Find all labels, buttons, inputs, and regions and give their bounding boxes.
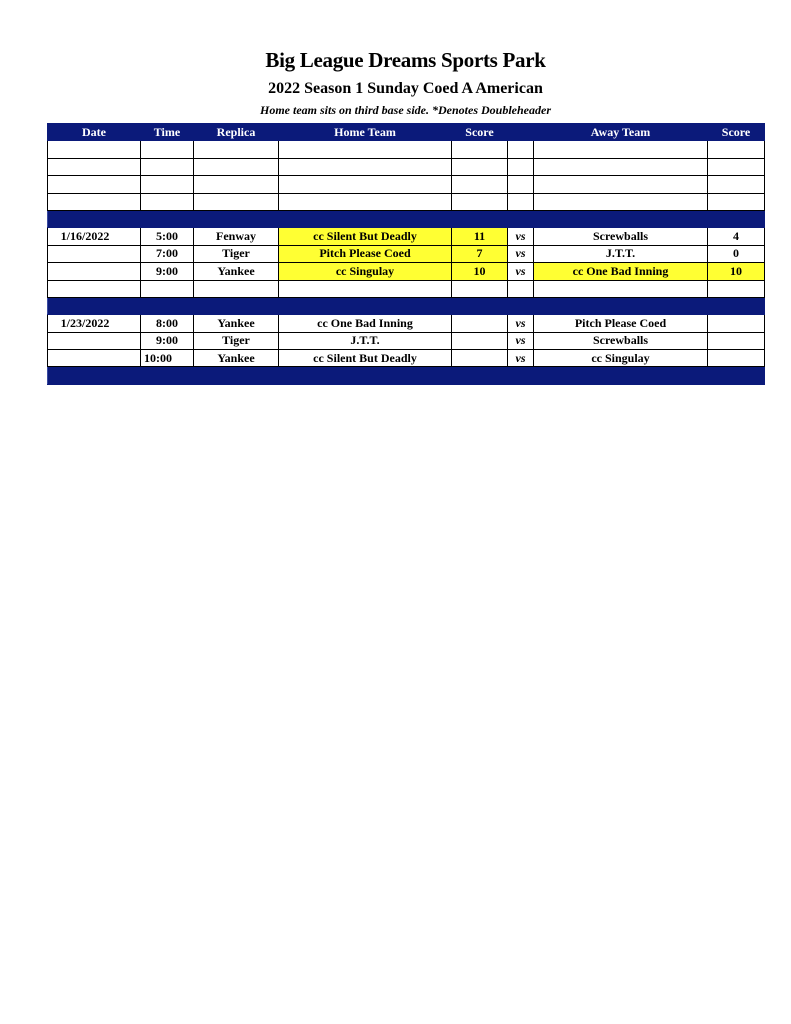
home-team: cc One Bad Inning	[279, 315, 452, 332]
col-away-score: Score	[708, 124, 765, 141]
game-replica: Tiger	[194, 332, 279, 349]
vs-label: vs	[508, 332, 534, 349]
home-team: cc Silent But Deadly	[279, 228, 452, 245]
away-team: Screwballs	[534, 228, 708, 245]
empty-row	[48, 158, 765, 175]
empty-row	[48, 176, 765, 193]
game-replica: Yankee	[194, 263, 279, 280]
game-replica: Tiger	[194, 245, 279, 262]
away-team: J.T.T.	[534, 245, 708, 262]
game-date	[48, 245, 141, 262]
away-score: 0	[708, 245, 765, 262]
game-time: 10:00	[141, 350, 194, 367]
home-score	[452, 315, 508, 332]
game-time: 9:00	[141, 263, 194, 280]
game-time: 7:00	[141, 245, 194, 262]
table-row	[48, 332, 765, 349]
vs-label: vs	[508, 315, 534, 332]
empty-row	[48, 141, 765, 158]
away-team: Screwballs	[534, 332, 708, 349]
page-title: Big League Dreams Sports Park	[265, 48, 546, 72]
col-date: Date	[48, 124, 141, 141]
away-score	[708, 315, 765, 332]
schedule-table	[47, 123, 765, 385]
league-subtitle: 2022 Season 1 Sunday Coed A American	[268, 80, 543, 97]
home-team: cc Silent But Deadly	[279, 350, 452, 367]
table-row	[48, 245, 765, 262]
game-replica: Fenway	[194, 228, 279, 245]
vs-label: vs	[508, 245, 534, 262]
separator-band	[48, 297, 765, 314]
separator-band	[48, 210, 765, 227]
col-replica: Replica	[194, 124, 279, 141]
game-date: 1/16/2022	[48, 228, 141, 245]
home-score	[452, 350, 508, 367]
game-time: 5:00	[141, 228, 194, 245]
vs-label: vs	[508, 228, 534, 245]
away-score	[708, 332, 765, 349]
away-score: 10	[708, 263, 765, 280]
away-score	[708, 350, 765, 367]
home-score: 10	[452, 263, 508, 280]
away-team: Pitch Please Coed	[534, 315, 708, 332]
game-replica: Yankee	[194, 350, 279, 367]
game-date	[48, 263, 141, 280]
empty-row	[48, 193, 765, 210]
home-team: J.T.T.	[279, 332, 452, 349]
game-time: 8:00	[141, 315, 194, 332]
empty-row	[48, 280, 765, 297]
table-row	[48, 350, 765, 367]
away-team: cc Singulay	[534, 350, 708, 367]
col-time: Time	[141, 124, 194, 141]
vs-label: vs	[508, 350, 534, 367]
separator-band	[48, 367, 765, 384]
col-vs	[508, 124, 534, 141]
away-score: 4	[708, 228, 765, 245]
table-row	[48, 315, 765, 332]
game-date	[48, 350, 141, 367]
table-row	[48, 228, 765, 245]
game-date: 1/23/2022	[48, 315, 141, 332]
game-replica: Yankee	[194, 315, 279, 332]
game-date	[48, 332, 141, 349]
schedule-note: Home team sits on third base side. *Denotes Doubleheader	[260, 103, 551, 117]
home-team: cc Singulay	[279, 263, 452, 280]
col-home-score: Score	[452, 124, 508, 141]
col-away-team: Away Team	[534, 124, 708, 141]
table-row	[48, 263, 765, 280]
game-time: 9:00	[141, 332, 194, 349]
home-score: 11	[452, 228, 508, 245]
home-team: Pitch Please Coed	[279, 245, 452, 262]
vs-label: vs	[508, 263, 534, 280]
header-row	[48, 124, 765, 141]
home-score	[452, 332, 508, 349]
home-score: 7	[452, 245, 508, 262]
col-home-team: Home Team	[279, 124, 452, 141]
away-team: cc One Bad Inning	[534, 263, 708, 280]
